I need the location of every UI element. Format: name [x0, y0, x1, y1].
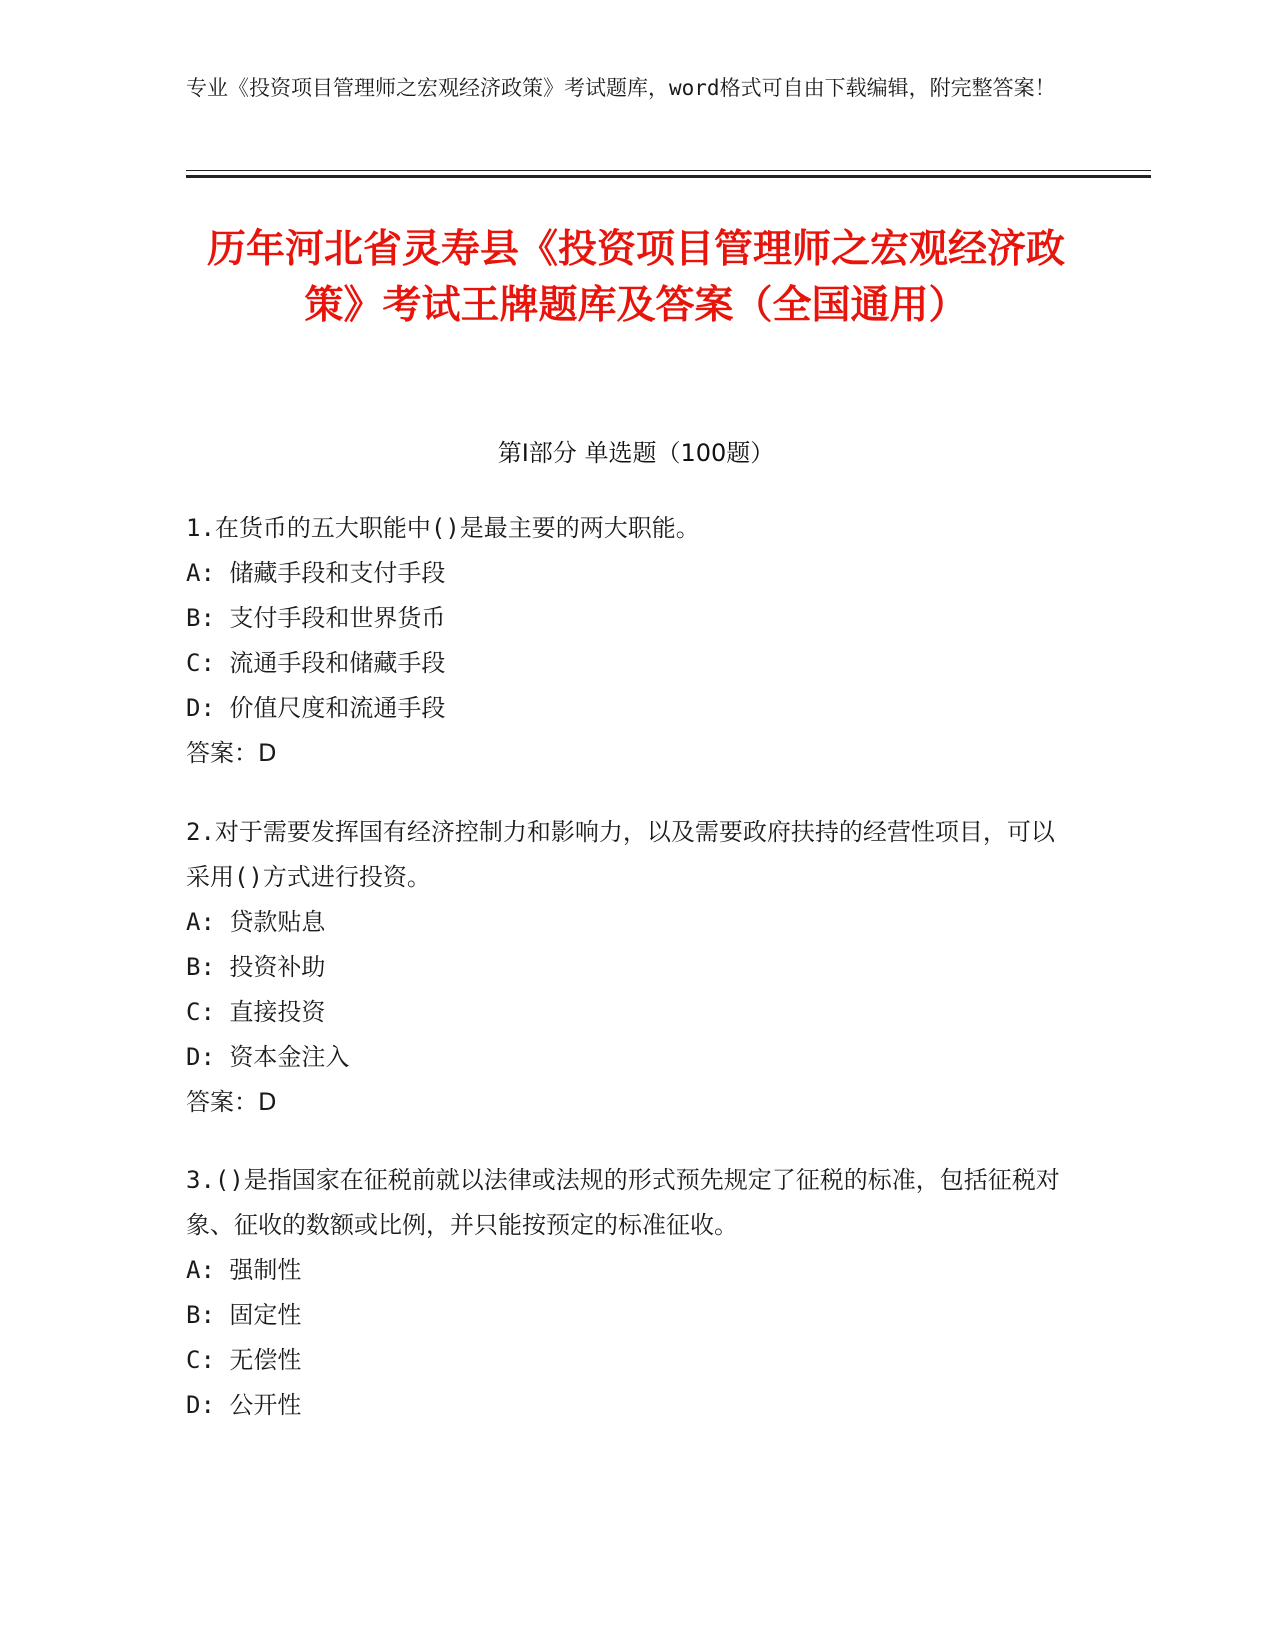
question-3 — [186, 1158, 1066, 1428]
question-1 — [186, 506, 1066, 776]
option-b: B: 投资补助 — [186, 953, 326, 981]
answer-line: 答案：D — [186, 1088, 277, 1116]
question-stem: 1.在货币的五大职能中()是最主要的两大职能。 — [186, 514, 700, 542]
option-d: D: 公开性 — [186, 1391, 302, 1419]
question-stem: 2.对于需要发挥国有经济控制力和影响力，以及需要政府扶持的经营性项目，可以采用()方式进行投资。 — [186, 818, 1055, 891]
option-c: C: 流通手段和储藏手段 — [186, 649, 446, 677]
question-stem: 3.()是指国家在征税前就以法律或法规的形式预先规定了征税的标准，包括征税对象、征收的数额或比例，并只能按预定的标准征收。 — [186, 1166, 1060, 1239]
section-title: 第Ⅰ部分 单选题（100题） — [497, 439, 775, 467]
option-b: B: 固定性 — [186, 1301, 302, 1329]
option-b: B: 支付手段和世界货币 — [186, 604, 446, 632]
answer-line: 答案：D — [186, 739, 277, 767]
header-note: 专业《投资项目管理师之宏观经济政策》考试题库，word格式可自由下载编辑，附完整答案！ — [186, 76, 1056, 100]
header-rule-thin — [186, 170, 1151, 171]
option-c: C: 直接投资 — [186, 998, 326, 1026]
option-c: C: 无偿性 — [186, 1346, 302, 1374]
option-a: A: 强制性 — [186, 1256, 302, 1284]
option-d: D: 资本金注入 — [186, 1043, 350, 1071]
question-2 — [186, 810, 1066, 1125]
header-rule-thick — [186, 175, 1151, 178]
option-a: A: 贷款贴息 — [186, 908, 326, 936]
option-d: D: 价值尺度和流通手段 — [186, 694, 446, 722]
document-title: 历年河北省灵寿县《投资项目管理师之宏观经济政策》考试王牌题库及答案（全国通用） — [206, 227, 1065, 328]
option-a: A: 储藏手段和支付手段 — [186, 559, 446, 587]
